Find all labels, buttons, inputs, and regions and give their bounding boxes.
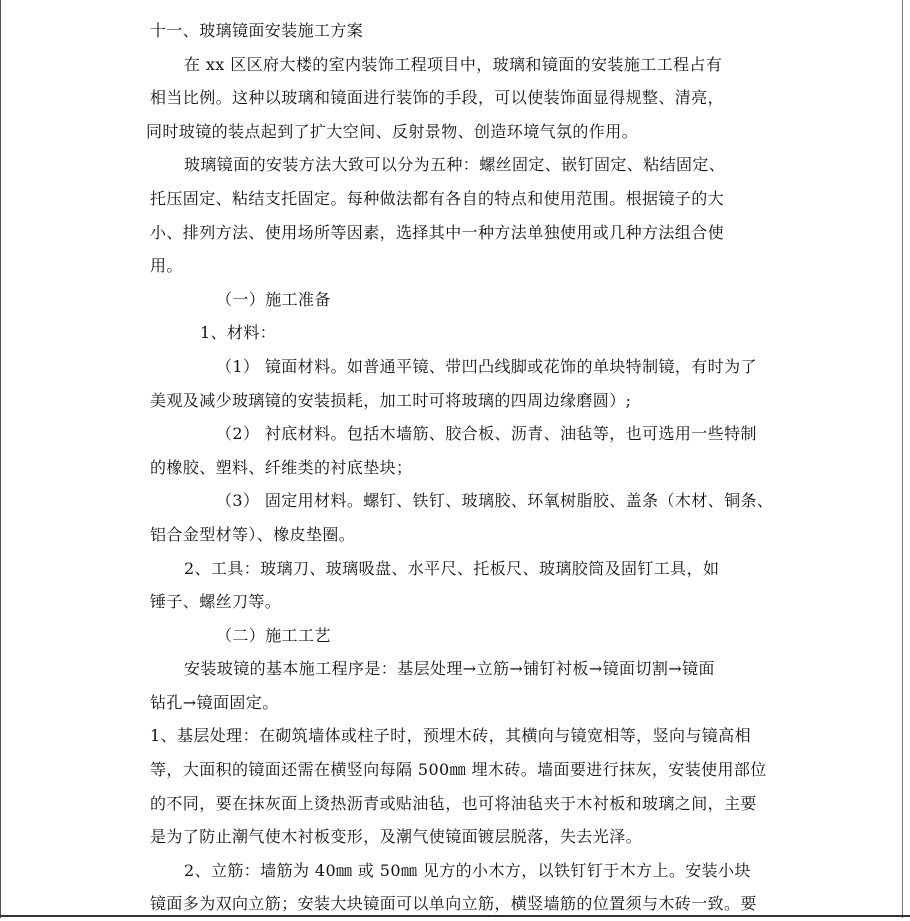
list-item-line: 的橡胶、塑料、纤维类的衬底垫块；: [150, 457, 413, 477]
subsection-heading: 1、材料：: [200, 323, 277, 343]
paragraph-line: 托压固定、粘结支托固定。每种做法都有各自的特点和使用范围。根据镜子的大: [150, 188, 725, 208]
paragraph-line: 是为了防止潮气使木衬板变形，及潮气使镜面镀层脱落，失去光泽。: [150, 827, 643, 847]
paragraph-line: 在 xx 区区府大楼的室内装饰工程项目中，玻璃和镜面的安装施工工程占有: [184, 54, 723, 74]
page-border-right: [902, 0, 903, 918]
paragraph-line: 锤子、螺丝刀等。: [150, 592, 282, 612]
document-page: [146, 14, 830, 921]
paragraph-line: 2、工具：玻璃刀、玻璃吸盘、水平尺、托板尺、玻璃胶筒及固钉工具，如: [184, 558, 720, 578]
paragraph-line: 相当比例。这种以玻璃和镜面进行装饰的手段，可以使装饰面显得规整、清亮，: [150, 88, 725, 108]
paragraph-line: 同时玻镜的装点起到了扩大空间、反射景物、创造环境气氛的作用。: [146, 121, 639, 141]
page-border-left: [0, 0, 1, 918]
paragraph-line: 1、基层处理：在砌筑墙体或柱子时，预埋木砖，其横向与镜宽相等，竖向与镜高相: [150, 726, 751, 746]
list-item-line: 美观及减少玻璃镜的安装损耗，加工时可将玻璃的四周边缘磨圆）;: [150, 390, 632, 410]
paragraph-line: 2、立筋：墙筋为 40㎜ 或 50㎜ 见方的小木方，以铁钉钉于木方上。安装小块: [184, 860, 751, 880]
paragraph-line: 安装玻镜的基本施工程序是：基层处理→立筋→铺钉衬板→镜面切割→镜面: [184, 659, 715, 679]
paragraph-line: 用。: [150, 256, 183, 276]
paragraph-line: 小、排列方法、使用场所等因素，选择其中一种方法单独使用或几种方法组合使: [150, 222, 725, 242]
paragraph-line: 玻璃镜面的安装方法大致可以分为五种：螺丝固定、嵌钉固定、粘结固定、: [184, 155, 726, 175]
list-item-line: 铝合金型材等）、橡皮垫圈。: [150, 524, 356, 544]
list-item-line: （3） 固定用材料。螺钉、铁钉、玻璃胶、环氧树脂胶、盖条（木材、铜条、: [216, 491, 774, 511]
paragraph-line: 的不同，要在抹灰面上烫热沥青或贴油毡，也可将油毡夹于木衬板和玻璃之间，主要: [150, 793, 757, 813]
paragraph-line: 钻孔→镜面固定。: [150, 692, 279, 712]
list-item-line: （1） 镜面材料。如普通平镜、带凹凸线脚或花饰的单块特制镜，有时为了: [216, 356, 757, 376]
list-item-line: （2） 衬底材料。包括木墙筋、胶合板、沥青、油毡等，也可选用一些特制: [216, 424, 757, 444]
paragraph-line: 镜面多为双向立筋；安装大块镜面可以单向立筋，横竖墙筋的位置须与木砖一致。要: [150, 894, 757, 914]
section-heading: （一）施工准备: [216, 289, 331, 309]
paragraph-line: 等，大面积的镜面还需在横竖向每隔 500㎜ 埋木砖。墙面要进行抹灰，安装使用部位: [150, 760, 767, 780]
document-title: 十一、玻璃镜面安装施工方案: [150, 21, 364, 40]
section-heading: （二）施工工艺: [216, 625, 331, 645]
